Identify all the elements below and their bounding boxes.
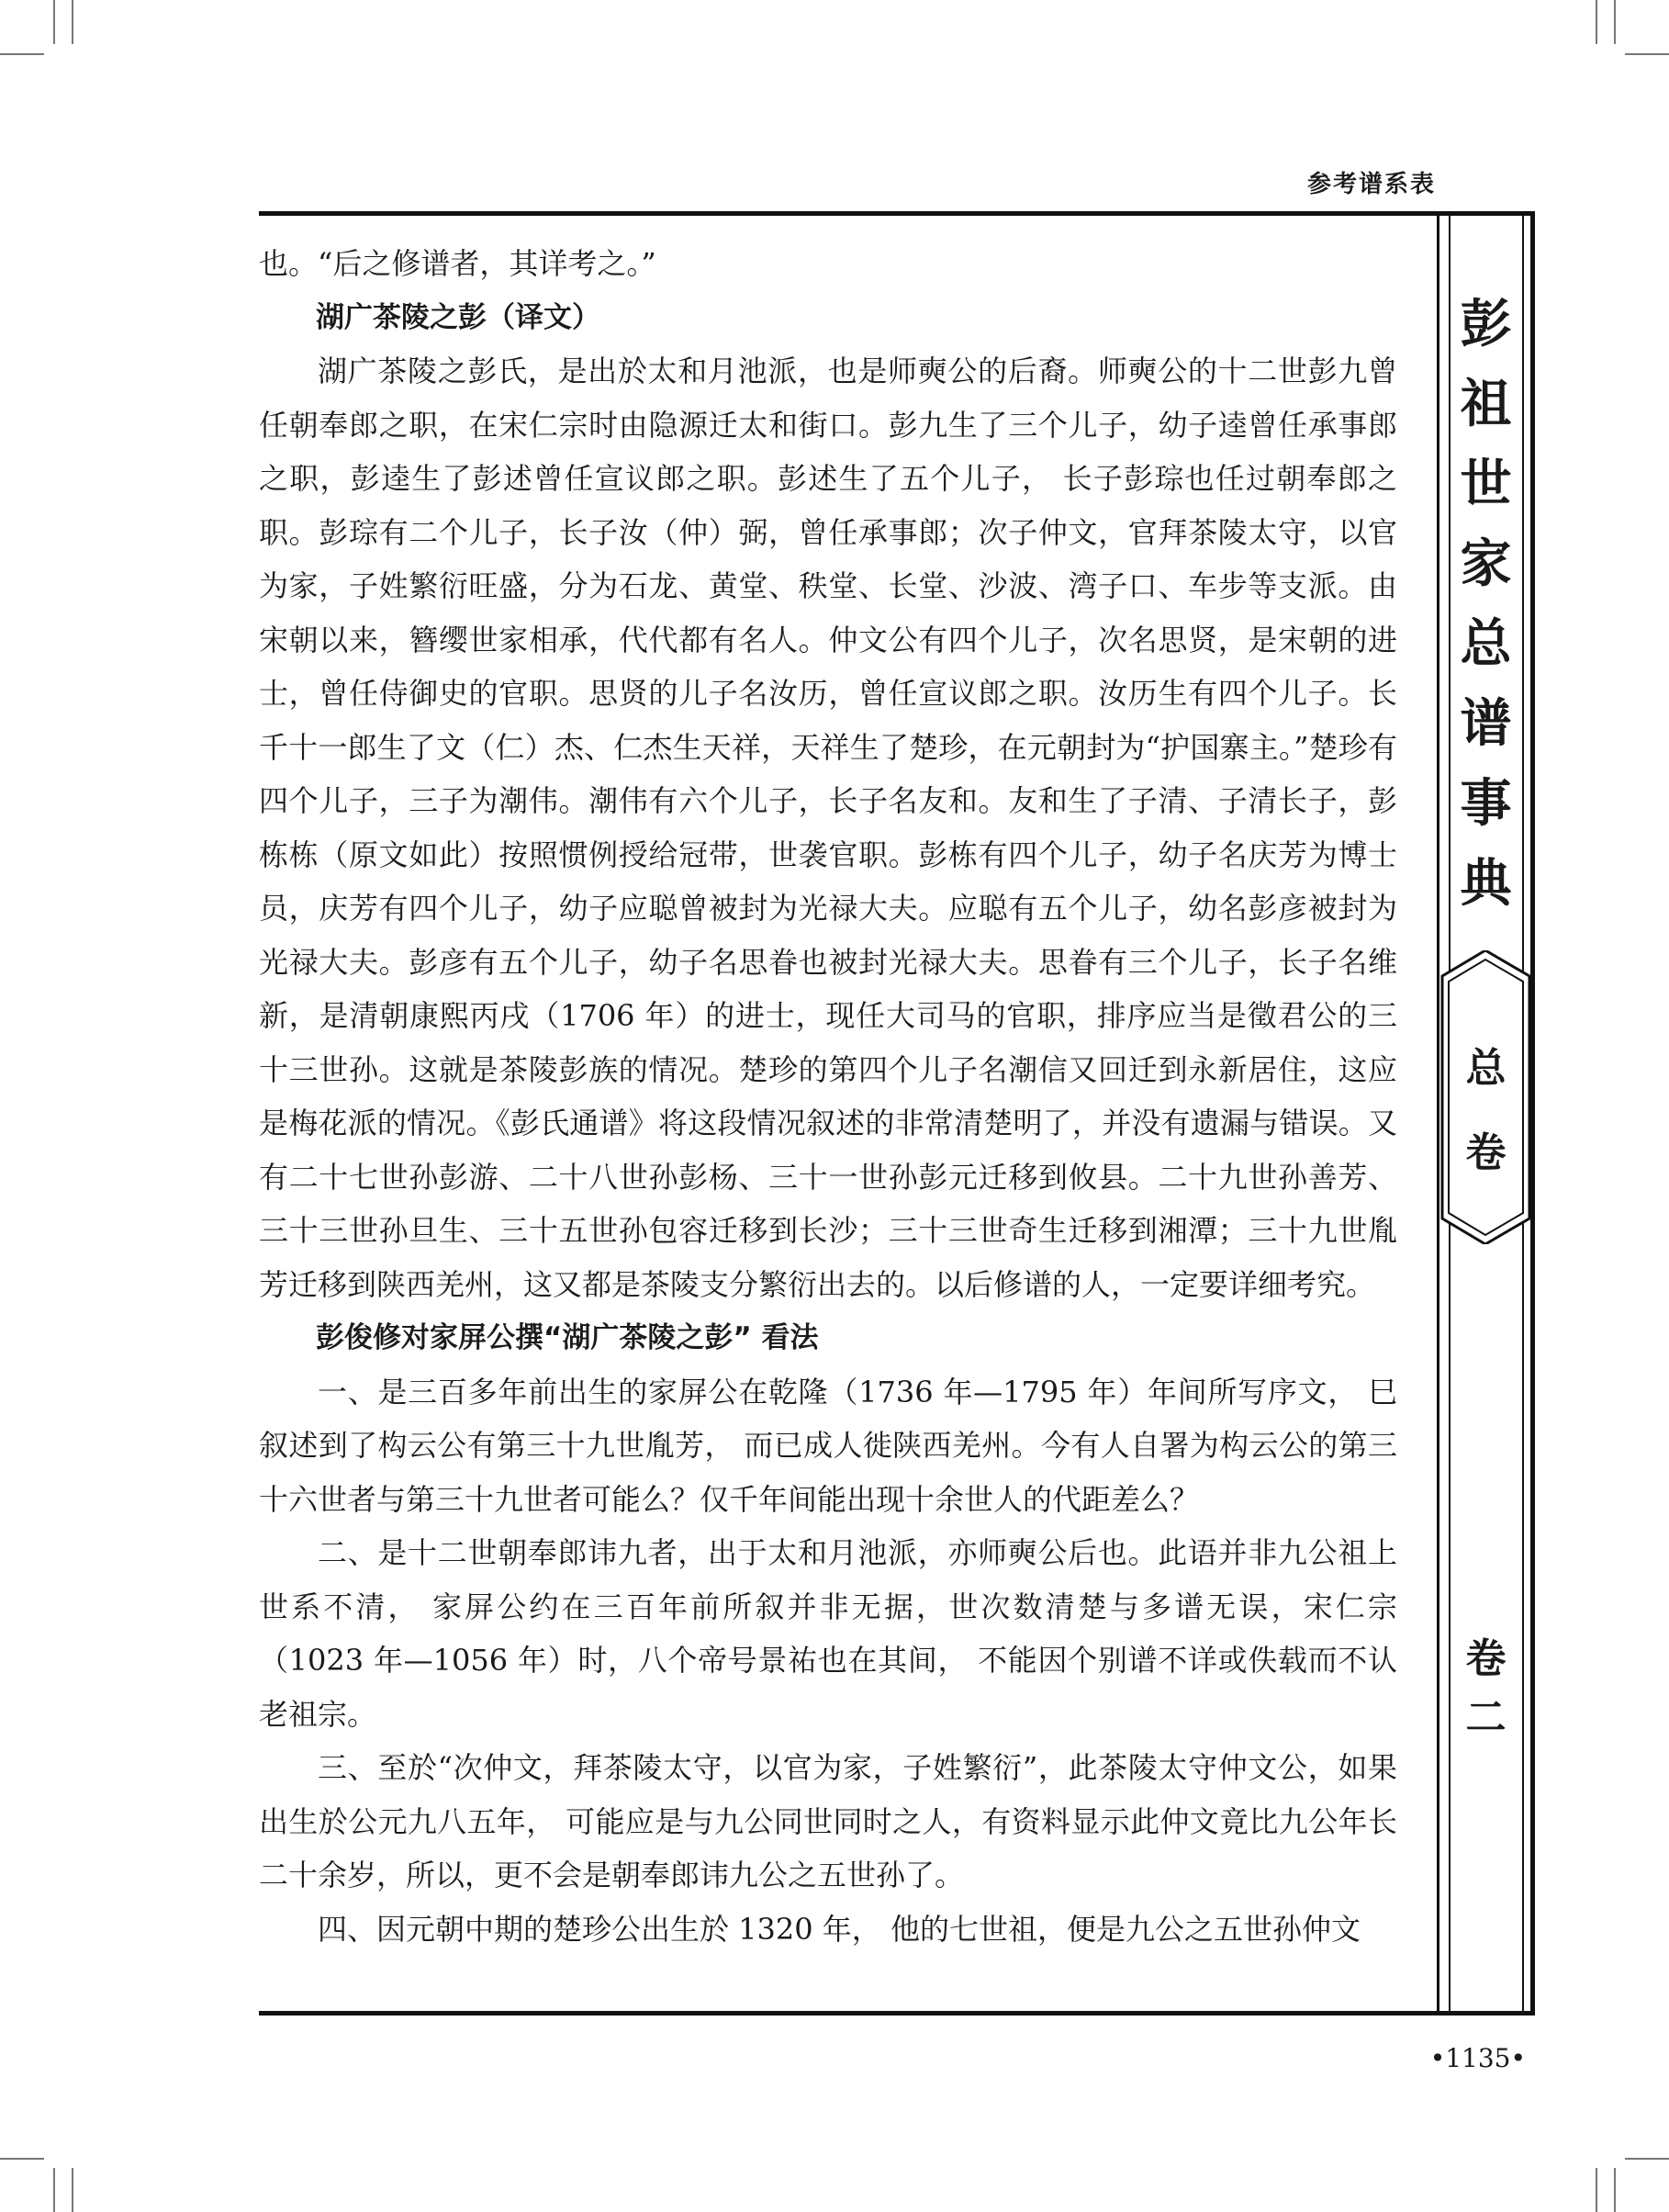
- title-char: 彭: [1460, 295, 1512, 354]
- paragraph: 一、是三百多年前出生的家屏公在乾隆（1736 年—1795 年）年间所写序文， 巳叙述到了构云公有第三十九世胤芳， 而已成人徙陕西羌州。今有人自署为构云公的第三十六世者与第三十九世者可能么？仅千年间能出现十余世人的代距差么？: [259, 1374, 1397, 1517]
- title-char: 世: [1460, 455, 1512, 514]
- crop-mark: [0, 53, 44, 55]
- crop-mark: [1596, 0, 1597, 44]
- paragraph: 二、是十二世朝奉郎讳九者，出于太和月池派，亦师奭公后也。此语并非九公祖上世系不清， 家屏公约在三百年前所叙并非无据，世次数清楚与多谱无误，宋仁宗（1023 年—1056 年）时，八个帝号景祐也在其间， 不能因个别谱不详或佚载而不认老祖宗。: [259, 1535, 1397, 1732]
- crop-mark: [53, 0, 55, 44]
- crop-mark: [1614, 0, 1616, 44]
- title-char: 典: [1460, 854, 1512, 914]
- volume-number-char: 卷: [1465, 1635, 1507, 1682]
- main-text: [259, 237, 1397, 1956]
- crop-mark: [1614, 2168, 1616, 2212]
- paragraph: 湖广茶陵之彭氏，是出於太和月池派，也是师奭公的后裔。师奭公的十二世彭九曾任朝奉郎之职，在宋仁宗时由隐源迁太和街口。彭九生了三个儿子，幼子逵曾任承事郎之职，彭逵生了彭述曾任宣议郎之职。彭述生了五个儿子， 长子彭琮也任过朝奉郎之职。彭琮有二个儿子，长子汝（仲）弼，曾任承事郎；次子仲文，官拜茶陵太守，以官为家，子姓繁衍旺盛，分为石龙、黄堂、秩堂、长堂、沙波、湾子口、车步等支派。由宋朝以来，簪缨世家相承，代代都有名人。仲文公有四个儿子，次名思贤，是宋朝的进士，曾任侍御史的官职。思贤的儿子名汝历，曾任宣议郎之职。汝历生有四个儿子。长千十一郎生了文（仁）杰、仁杰生天祥，天祥生了楚珍，在元朝封为“护国寨主。”楚珍有四个儿子，三子为潮伟。潮伟有六个儿子，长子名友和。友和生了子清、子清长子，彭栋栋（原文如此）按照惯例授给冠带，世袭官职。彭栋有四个儿子，幼子名庆芳为博士员，庆芳有四个儿子，幼子应聪曾被封为光禄大夫。应聪有五个儿子，幼名彭彦被封为光禄大夫。彭彦有五个儿子，幼子名思眷也被封光禄大夫。思眷有三个儿子，长子名维新，是清朝康熙丙戌（1706 年）的进士，现任大司马的官职，排序应当是徵君公的三十三世孙。这就是茶陵彭族的情况。楚珍的第四个儿子名潮信又回迁到永新居住，这应是梅花派的情况。《彭氏通谱》将这段情况叙述的非常清楚明了，并没有遗漏与错误。又有二十七世孙彭游、二十八世孙彭杨、三十一世孙彭元迁移到攸县。二十九世孙善芳、三十三世孙旦生、三十五世孙包容迁移到长沙；三十三世奇生迁移到湘潭；三十九世胤芳迁移到陕西羌州，这又都是茶陵支分繁衍出去的。以后修谱的人，一定要详细考究。: [259, 354, 1397, 1302]
- crop-mark: [1625, 53, 1669, 55]
- page-number: •1135•: [1429, 2043, 1526, 2073]
- top-rule: [259, 211, 1535, 216]
- volume-tag-vertical: [1437, 1027, 1535, 1196]
- volume-tag-char: 总: [1465, 1045, 1507, 1092]
- crop-mark: [1625, 2158, 1669, 2160]
- paragraph: 四、因元朝中期的楚珍公出生於 1320 年， 他的七世祖，便是九公之五世孙仲文: [318, 1911, 1361, 1947]
- crop-mark: [1596, 2168, 1597, 2212]
- book-title-vertical: [1437, 285, 1535, 924]
- crop-mark: [72, 0, 73, 44]
- paragraph: 三、至於“次仲文，拜茶陵太守，以官为家，子姓繁衍”，此茶陵太守仲文公，如果出生於公元九八五年， 可能应是与九公同世同时之人，有资料显示此仲文竟比九公年长二十余岁，所以，更不会是朝奉郎讳九公之五世孙了。: [259, 1750, 1397, 1892]
- running-head: 参考谱系表: [1306, 171, 1436, 198]
- crop-mark: [0, 2158, 44, 2160]
- crop-mark: [53, 2168, 55, 2212]
- bottom-rule: [259, 2011, 1535, 2016]
- volume-number-vertical: [1437, 1630, 1535, 1747]
- volume-number-char: 二: [1465, 1694, 1507, 1741]
- section-heading: 湖广茶陵之彭（译文）: [316, 300, 600, 334]
- crop-mark: [72, 2168, 73, 2212]
- volume-tag-char: 卷: [1465, 1129, 1507, 1176]
- paragraph: 也。“后之修谱者，其详考之。”: [259, 246, 656, 281]
- title-char: 事: [1460, 774, 1512, 834]
- section-heading: 彭俊修对家屏公撰“湖广茶陵之彭” 看法: [316, 1321, 819, 1354]
- title-char: 总: [1460, 614, 1512, 674]
- title-char: 祖: [1460, 375, 1512, 434]
- title-char: 谱: [1460, 694, 1512, 754]
- title-char: 家: [1460, 534, 1512, 594]
